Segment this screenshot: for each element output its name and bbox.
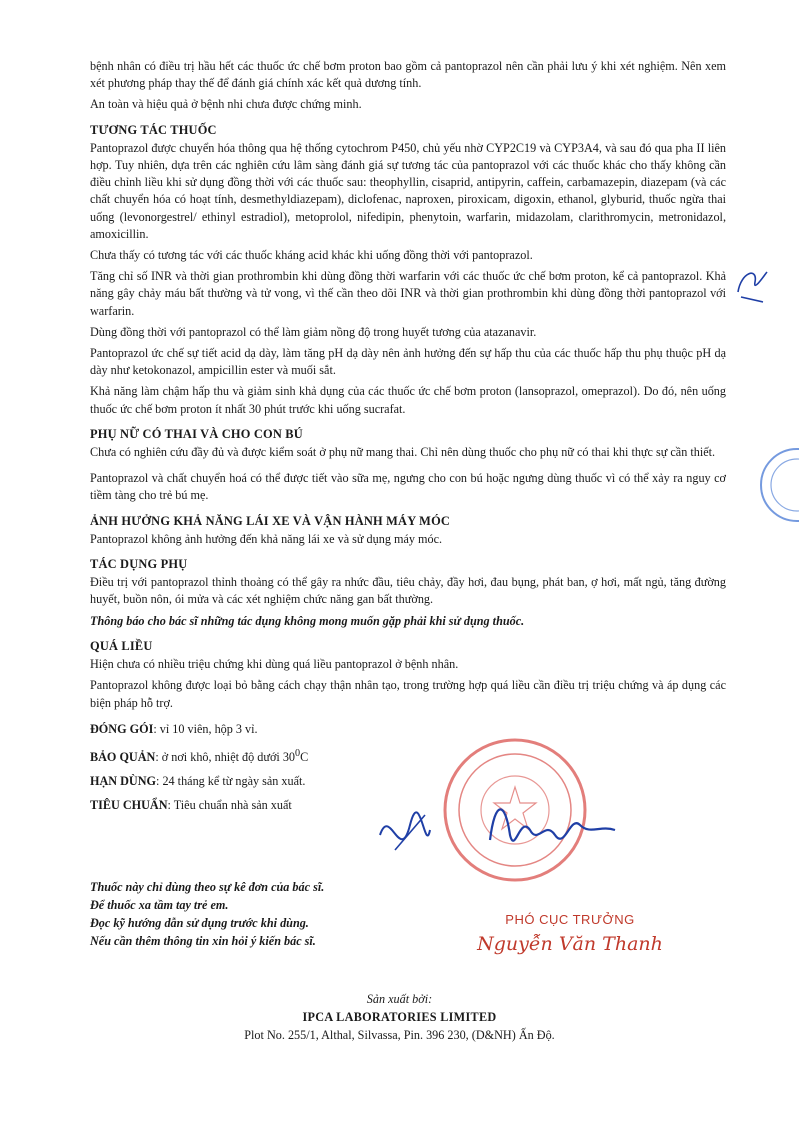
shelf-life-value: : 24 tháng kể từ ngày sản xuất. (156, 774, 306, 789)
packaging-value: : vỉ 10 viên, hộp 3 vỉ. (153, 721, 258, 736)
warning-line: Nếu cần thêm thông tin xin hỏi ý kiến bác sĩ. (90, 934, 316, 948)
shelf-life-line (90, 773, 726, 790)
warning-line: Đọc kỹ hướng dẫn sử dụng trước khi dùng. (90, 916, 309, 930)
interactions-paragraph: Chưa thấy có tương tác với các thuốc kháng acid khác khi uống đồng thời với pantoprazol. (90, 248, 533, 263)
intro-paragraph: bệnh nhân có điều trị hầu hết các thuốc ức chế bơm proton bao gồm cả pantoprazol nên cần phải lưu ý khi xét nghiệm. Nên xem xét phương pháp thay thế để đánh giá chính xác kết quả dương tính. (90, 59, 726, 91)
manufacturer-label: Sản xuất bởi: (366, 992, 433, 1006)
intro-paragraph: An toàn và hiệu quả ở bệnh nhi chưa được chứng minh. (90, 97, 362, 112)
shelf-life-label: HẠN DÙNG (90, 774, 157, 789)
official-role: PHÓ CỤC TRƯỞNG (505, 912, 635, 927)
manufacturer-address: Plot No. 255/1, Althal, Silvassa, Pin. 396 230, (D&NH) Ấn Độ. (244, 1028, 555, 1042)
storage-line (90, 745, 726, 766)
storage-label: BẢO QUẢN (90, 749, 156, 764)
usage-warnings (90, 878, 324, 950)
official-signature-block (470, 912, 670, 955)
interactions-paragraph: Tăng chỉ số INR và thời gian prothrombin khi dùng đồng thời warfarin với các thuốc ức chế bơm proton, kể cả pantoprazol. Khả năng gây chảy máu bất thường và tử vong, vì thế cần theo dõi INR và thời gian prothrombin khi dùng đồng thời pantoprazol với warfarin. (90, 269, 726, 318)
standard-label: TIÊU CHUẨN (90, 798, 168, 813)
company-stamp-icon (752, 445, 799, 525)
warning-line: Thuốc này chỉ dùng theo sự kê đơn của bác sĩ. (90, 880, 325, 894)
official-name: Nguyễn Văn Thanh (477, 933, 663, 955)
section-heading-driving: ẢNH HƯỞNG KHẢ NĂNG LÁI XE VÀ VẬN HÀNH MÁY MÓC (90, 513, 451, 528)
manufacturer-company: IPCA LABORATORIES LIMITED (302, 1010, 497, 1024)
standard-value: : Tiêu chuẩn nhà sản xuất (167, 798, 292, 813)
document-body (90, 58, 726, 822)
pregnancy-paragraph: Chưa có nghiên cứu đầy đủ và được kiểm soát ở phụ nữ mang thai. Chỉ nên dùng thuốc cho phụ nữ có thai khi thực sự cần thiết. (90, 445, 716, 460)
section-heading-overdose: QUÁ LIỀU (90, 638, 153, 653)
interactions-paragraph: Pantoprazol ức chế sự tiết acid dạ dày, làm tăng pH dạ dày nên ảnh hưởng đến sự hấp thu của các thuốc hấp thu phụ thuộc pH dạ dày như ketokonazol, ampicillin ester và muối sắt. (90, 346, 726, 378)
warning-line: Để thuốc xa tầm tay trẻ em. (90, 898, 229, 912)
driving-paragraph: Pantoprazol không ảnh hưởng đến khả năng lái xe và sử dụng máy móc. (90, 531, 443, 546)
packaging-line (90, 721, 726, 738)
section-heading-interactions: TƯƠNG TÁC THUỐC (90, 122, 217, 137)
pregnancy-paragraph: Pantoprazol và chất chuyển hoá có thể được tiết vào sữa mẹ, ngưng cho con bú hoặc ngưng dùng thuốc vì có thể xảy ra nguy cơ tiềm tàng cho trẻ bú mẹ. (90, 471, 726, 503)
interactions-paragraph: Dùng đồng thời với pantoprazol có thể làm giảm nồng độ trong huyết tương của atazanavir. (90, 324, 537, 339)
signature-icon (370, 795, 630, 875)
manufacturer-block (0, 990, 799, 1044)
section-heading-side-effects: TÁC DỤNG PHỤ (90, 557, 188, 572)
section-heading-pregnancy: PHỤ NỮ CÓ THAI VÀ CHO CON BÚ (90, 426, 303, 441)
storage-degree: 0 (295, 747, 301, 759)
interactions-paragraph: Khả năng làm chậm hấp thu và giảm sinh khả dụng của các thuốc ức chế bơm proton (lansoprazol, omeprazol). Do đó, nên uống thuốc ức chế bơm proton ít nhất 30 phút trước khi uống sucrafat. (90, 384, 726, 416)
interactions-paragraph: Pantoprazol được chuyển hóa thông qua hệ thống cytochrom P450, chủ yếu nhờ CYP2C19 và CYP3A4, và sau đó qua pha II liên hợp. Tuy nhiên, dựa trên các nghiên cứu lâm sàng đánh giá sự tương tác của pantoprazol với các thuốc khác cho thấy không cần điều chỉnh liều khi sử dụng đồng thời với các thuốc sau: theophyllin, cisaprid, antipyrin, caffein, carbamazepin, diazepam (và các chất chuyển hóa có hoạt tính, desmethyldiazepam), diclofenac, naproxen, piroxicam, digoxin, ethanol, glyburid, thuốc ngừa thai uống (levonorgestrel/ ethinyl estradiol), metoprolol, nifedipin, phenytoin, warfarin, midazolam, clarithromycin, metronidazol, amoxicillin. (90, 140, 726, 241)
overdose-paragraph: Hiện chưa có nhiều triệu chứng khi dùng quá liều pantoprazol ở bệnh nhân. (90, 657, 459, 672)
initials-mark-icon (733, 262, 773, 307)
packaging-label: ĐÓNG GÓI (90, 721, 154, 736)
side-effects-paragraph: Điều trị với pantoprazol thỉnh thoảng có thể gây ra nhức đầu, tiêu chảy, đầy hơi, đau bụng, phát ban, ợ hơi, mất ngủ, tăng đường huyết, buồn nôn, ói mửa và các xét nghiệm chức năng gan bất thường. (90, 575, 726, 607)
storage-value: : ở nơi khô, nhiệt độ dưới 30 (155, 749, 296, 764)
side-effects-notice: Thông báo cho bác sĩ những tác dụng không mong muốn gặp phải khi sử dụng thuốc. (90, 613, 525, 628)
overdose-paragraph: Pantoprazol không được loại bỏ bằng cách chạy thận nhân tạo, trong trường hợp quá liều cần điều trị triệu chứng và áp dụng các biện pháp hỗ trợ. (90, 678, 726, 710)
storage-unit: C (300, 749, 309, 764)
